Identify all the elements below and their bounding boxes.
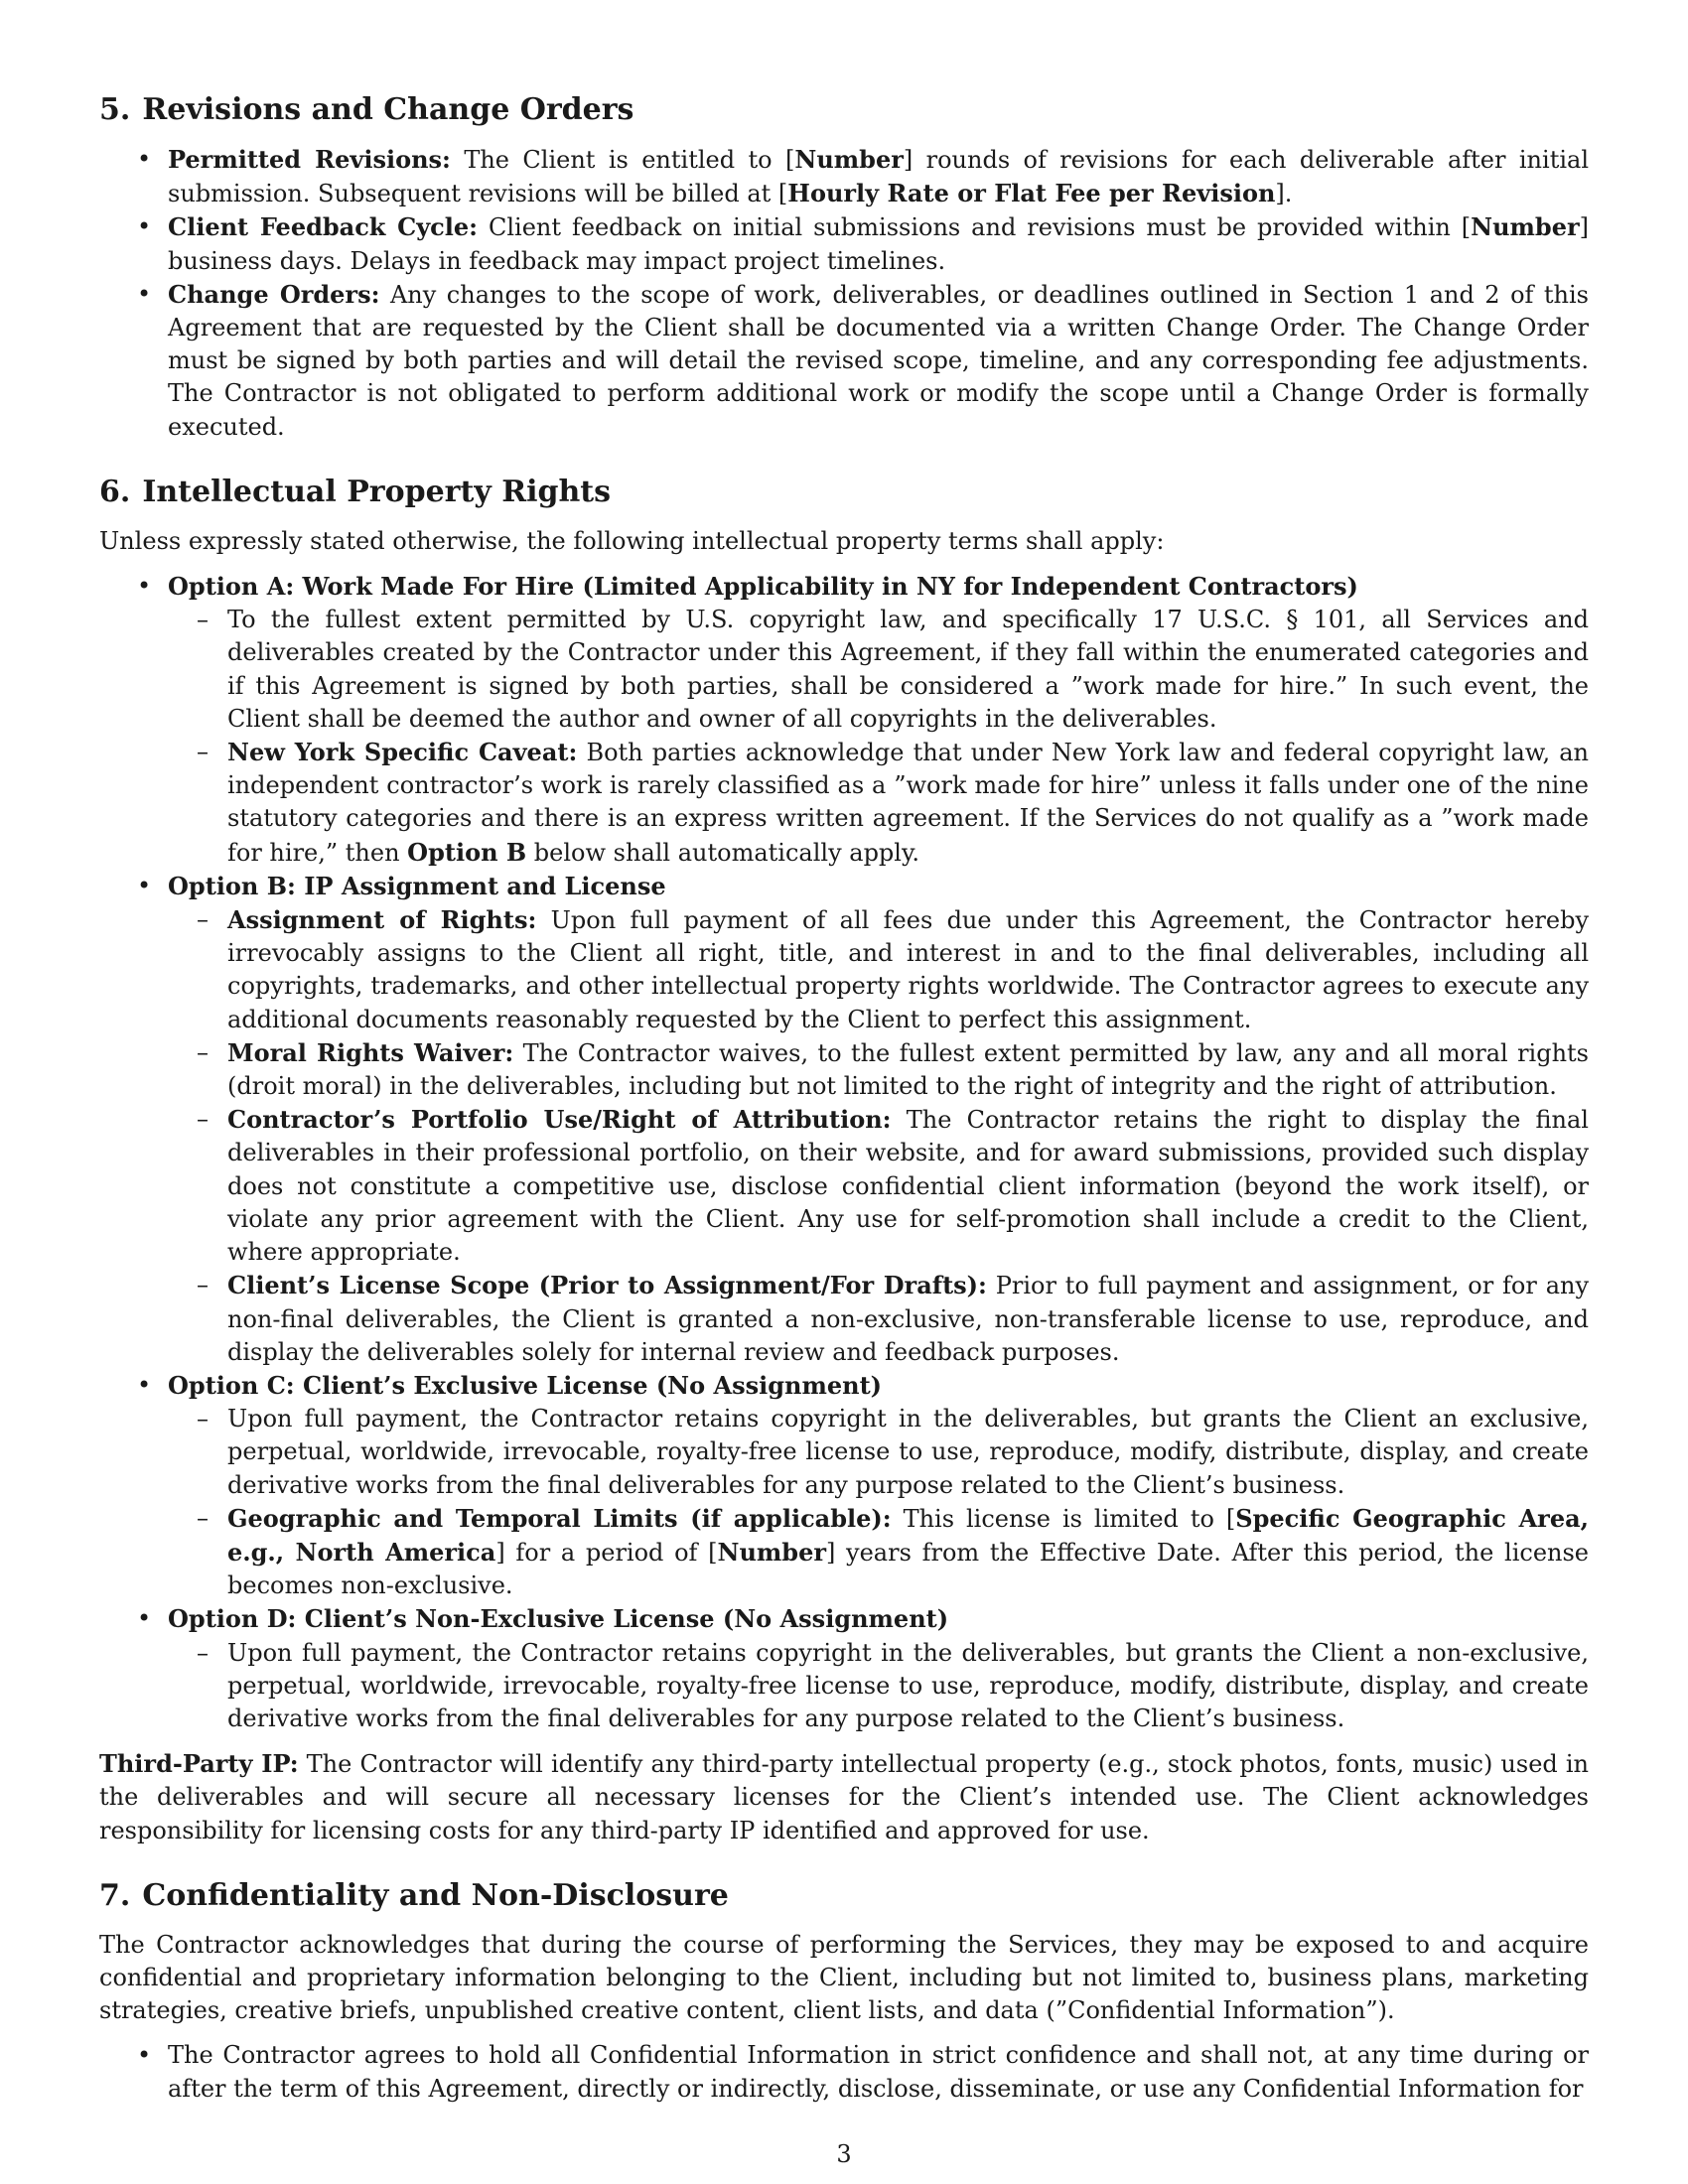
section-number: 6. (99, 474, 131, 509)
item-text: ] years from the Effective Date. After this period, the license becomes non-exclusive. (227, 1538, 1590, 1600)
item-text: ] business days. Delays in feedback may impact project timelines. (168, 213, 1589, 275)
section-7-list (99, 2039, 1589, 2105)
item-label: Client’s License Scope (Prior to Assignment/For Drafts): (227, 1271, 987, 1300)
third-party-ip-paragraph (99, 1747, 1589, 1847)
option-a-sublist (168, 604, 1589, 870)
list-item-change-orders (99, 278, 1589, 444)
item-label: Assignment of Rights: (227, 905, 537, 935)
page-number: 3 (836, 2140, 852, 2168)
item-text: ] rounds of revisions for each deliverable after initial submission. Subsequent revisions will be billed at [ (168, 146, 1589, 208)
placeholder-field: Number (794, 145, 904, 174)
placeholder-field: Hourly Rate or Flat Fee per Revision (787, 179, 1276, 208)
item-label: Permitted Revisions: (168, 145, 451, 174)
section-title: Revisions and Change Orders (142, 92, 634, 127)
item-label: Client Feedback Cycle: (168, 212, 479, 242)
list-item-client-feedback (99, 210, 1589, 277)
item-text: ]. (1275, 180, 1293, 208)
option-title: Option C: Client’s Exclusive License (No Assignment) (168, 1370, 883, 1400)
section-6-heading (99, 474, 1589, 511)
option-title: Option A: Work Made For Hire (Limited Applicability in NY for Independent Contractors) (168, 572, 1358, 602)
item-text: Upon full payment of all fees due under this Agreement, the Contractor hereby irrevocably assigns to the Client all right, title, and interest in and to the final deliverables, including all copyrights, trademarks, and other intellectual property rights worldwide. The Contractor agrees to execute any additional documents reasonably requested by the Client to perfect this assignment. (227, 906, 1590, 1033)
document-page (99, 91, 1589, 2106)
sub-item: – Upon full payment, the Contractor retains copyright in the deliverables, but grants the Client an exclusive, perpetual, worldwide, irrevocable, royalty-free license to use, reproduce, modify, distribute, display, and create derivative works from the final deliverables for any purpose related to the Client’s business. (168, 1403, 1589, 1502)
item-label: Contractor’s Portfolio Use/Right of Attribution: (227, 1105, 892, 1135)
item-text: ] for a period of [ (495, 1538, 718, 1567)
sub-item-assignment (168, 903, 1589, 1036)
list-item: • The Contractor agrees to hold all Confidential Information in strict confidence and shall not, at any time during or after the term of this Agreement, directly or indirectly, disclose, disseminate, or use any Confidential Information for (99, 2039, 1589, 2105)
option-b (99, 870, 1589, 1369)
option-title: Option D: Client’s Non-Exclusive License (No Assignment) (168, 1604, 949, 1634)
section-title: Confidentiality and Non-Disclosure (142, 1877, 729, 1913)
sub-item: – Upon full payment, the Contractor retains copyright in the deliverables, but grants the Client a non-exclusive, perpetual, worldwide, irrevocable, royalty-free license to use, reproduce, modify, distribute, display, and create derivative works from the final deliverables for any purpose related to the Client’s business. (168, 1637, 1589, 1736)
option-title: Option B: IP Assignment and License (168, 871, 666, 900)
item-label: New York Specific Caveat: (227, 738, 578, 767)
item-text: The Contractor retains the right to display the final deliverables in their professional portfolio, on their website, and for award submissions, provided such display does not constitute a competitive use, disclose confidential client information (beyond the work itself), or violate any prior agreement with the Client. Any use for self-promotion shall include a credit to the Client, where appropriate. (227, 1106, 1589, 1267)
option-d (99, 1602, 1589, 1735)
option-c (99, 1369, 1589, 1602)
list-item-permitted-revisions (99, 143, 1589, 210)
section-title: Intellectual Property Rights (142, 474, 612, 509)
sub-item-moral-rights (168, 1036, 1589, 1103)
item-text: The Client is entitled to [ (450, 146, 795, 174)
sub-item: – To the fullest extent permitted by U.S. copyright law, and specifically 17 U.S.C. § 101, all Services and deliverables created by the Contractor under this Agreement, if they fall within the enumerated categories and if this Agreement is signed by both parties, shall be considered a ”work made for hire.” In such event, the Client shall be deemed the author and owner of all copyrights in the deliverables. (168, 604, 1589, 736)
section-6-intro: Unless expressly stated otherwise, the following intellectual property terms shall apply: (99, 526, 1165, 555)
option-a (99, 570, 1589, 870)
item-label: Moral Rights Waiver: (227, 1037, 514, 1067)
option-b-sublist (168, 903, 1589, 1369)
section-number: 7. (99, 1877, 131, 1913)
section-7-intro: The Contractor acknowledges that during the course of performing the Services, they may be exposed to and acquire confidential and proprietary information belonging to the Client, including but not limited to, business plans, marketing strategies, creative briefs, unpublished creative content, client lists, and data (”Confidential Information”). (99, 1930, 1589, 2025)
option-reference: Option B (407, 837, 527, 867)
section-5-heading (99, 91, 1589, 129)
item-text: This license is limited to [ (891, 1504, 1236, 1533)
item-text: The Contractor will identify any third-party intellectual property (e.g., stock photos, fonts, music) used in the deliverables and will secure all necessary licenses for the Client’s intended use. The Client acknowledges responsibility for licensing costs for any third-party IP identified and approved for use. (99, 1750, 1590, 1844)
item-label: Change Orders: (168, 279, 380, 309)
sub-item-license-scope (168, 1269, 1589, 1369)
item-label: Geographic and Temporal Limits (if applicable): (227, 1503, 892, 1533)
section-7-heading (99, 1877, 1589, 1915)
section-5-list (99, 143, 1589, 444)
item-text: Prior to full payment and assignment, or for any non-final deliverables, the Client is granted a non-exclusive, non-transferable license to use, reproduce, and display the deliverables solely for internal review and feedback purposes. (227, 1272, 1590, 1366)
item-text: Client feedback on initial submissions and revisions must be provided within [ (478, 213, 1472, 242)
option-d-sublist (168, 1637, 1589, 1736)
section-number: 5. (99, 92, 131, 127)
item-text: The Contractor waives, to the fullest extent permitted by law, any and all moral rights (droit moral) in the deliverables, including but not limited to the right of integrity and the right of attribution. (227, 1038, 1589, 1101)
sub-item-ny-caveat (168, 736, 1589, 870)
placeholder-field: Specific Geographic Area, e.g., North America (227, 1503, 1590, 1567)
item-text: Any changes to the scope of work, deliverables, or deadlines outlined in Section 1 and 2 of this Agreement that are requested by the Client shall be documented via a written Change Order. The Change Order must be signed by both parties and will detail the revised scope, timeline, and any corresponding fee adjustments. The Contractor is not obligated to perform additional work or modify the scope until a Change Order is formally executed. (168, 280, 1589, 441)
item-text: below shall automatically apply. (526, 838, 919, 867)
sub-item-portfolio-use (168, 1103, 1589, 1269)
item-label: Third-Party IP: (99, 1749, 299, 1779)
option-c-sublist (168, 1403, 1589, 1602)
section-6-options (99, 570, 1589, 1735)
placeholder-field: Number (717, 1537, 826, 1567)
sub-item-geo-limits (168, 1502, 1589, 1603)
placeholder-field: Number (1471, 212, 1580, 242)
item-text: Both parties acknowledge that under New York law and federal copyright law, an independent contractor’s work is rarely classified as a ”work made for hire” unless it falls under one of the nine statutory categories and there is an express written agreement. If the Services do not qualify as a ”work made for hire,” then (227, 739, 1589, 867)
